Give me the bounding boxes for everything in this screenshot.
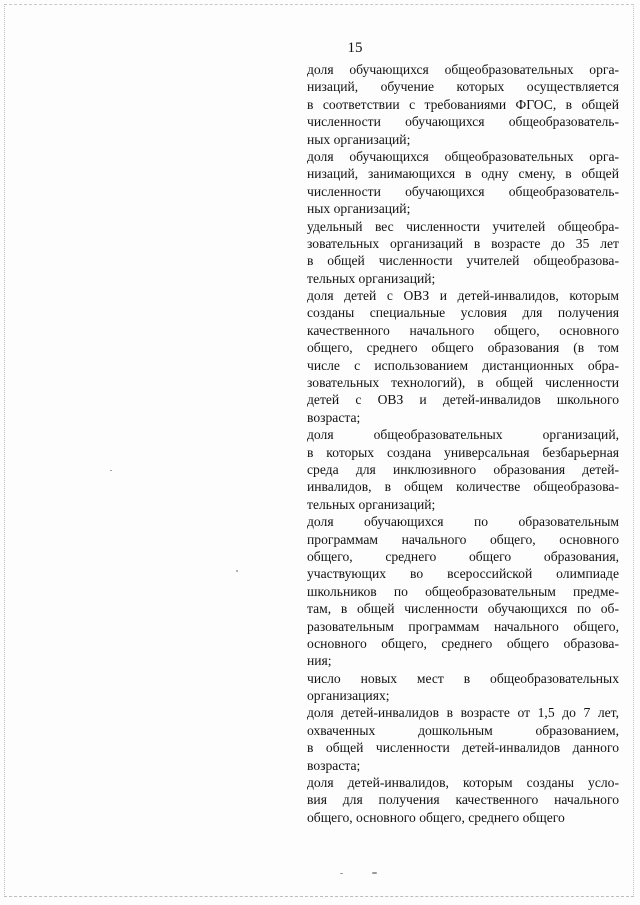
paragraph xyxy=(307,148,619,218)
text-line: тельных организаций; xyxy=(307,270,436,286)
text-line: возраста; xyxy=(307,409,361,425)
scan-speck xyxy=(372,872,377,874)
scan-border-bottom xyxy=(4,896,634,897)
text-line: созданы специальные условия для получения xyxy=(307,305,619,321)
text-line: доля обучающихся общеобразовательных орга- xyxy=(307,62,619,77)
paragraph xyxy=(307,426,619,513)
text-line: численности обучающихся общеобразователь- xyxy=(307,114,619,130)
text-line: в общей численности детей-инвалидов данного xyxy=(307,740,619,756)
text-line: доля детей-инвалидов, которым созданы усло- xyxy=(307,775,619,791)
text-line: зовательных организаций в возрасте до 35 лет xyxy=(307,235,619,251)
text-line: низаций, обучение которых осуществляется xyxy=(307,79,619,95)
text-line: ния; xyxy=(307,653,332,669)
text-line: в общей численности учителей общеобразова- xyxy=(307,253,619,269)
text-line: удельный вес численности учителей общеобра- xyxy=(307,218,619,234)
text-line: в которых создана универсальная безбарьерная xyxy=(307,444,619,460)
text-line: возраста; xyxy=(307,757,361,773)
scan-speck xyxy=(110,470,112,471)
text-line: доля общеобразовательных организаций, xyxy=(307,427,619,443)
text-line: инвалидов, в общем количестве общеобразова- xyxy=(307,479,619,495)
document-body xyxy=(307,61,619,826)
text-line: общего, среднего общего образования (в том xyxy=(307,340,619,356)
scan-speck xyxy=(340,873,343,874)
text-line: низаций, занимающихся в одну смену, в общей xyxy=(307,166,619,182)
text-line: зовательных технологий), в общей численности xyxy=(307,375,619,391)
text-line: качественного начального общего, основного xyxy=(307,322,619,338)
scan-border-right xyxy=(633,4,634,897)
text-line: доля детей-инвалидов в возрасте от 1,5 до 7 лет, xyxy=(307,705,619,721)
text-line: доля обучающихся общеобразовательных орга- xyxy=(307,148,619,164)
text-line: организациях; xyxy=(307,688,390,704)
text-line: вия для получения качественного начального xyxy=(307,792,619,808)
paragraph xyxy=(307,774,619,826)
text-line: разовательным программам начального общего, xyxy=(307,618,619,634)
paragraph xyxy=(307,287,619,426)
text-line: число новых мест в общеобразовательных xyxy=(307,670,619,686)
text-line: охваченных дошкольным образованием, xyxy=(307,722,619,738)
paragraph xyxy=(307,513,619,670)
paragraph xyxy=(307,670,619,705)
text-line: доля детей с ОВЗ и детей-инвалидов, которым xyxy=(307,288,619,304)
paragraph xyxy=(307,704,619,774)
text-line: доля обучающихся по образовательным xyxy=(307,514,619,530)
page-number: 15 xyxy=(347,40,363,56)
text-line: среда для инклюзивного образования детей- xyxy=(307,461,619,477)
text-line: школьников по общеобразовательным предме- xyxy=(307,583,619,599)
scan-border-top xyxy=(4,4,634,5)
scan-border-left xyxy=(4,4,5,897)
text-line: детей с ОВЗ и детей-инвалидов школьного xyxy=(307,392,619,408)
text-line: числе с использованием дистанционных обра- xyxy=(307,357,619,373)
paragraph xyxy=(307,218,619,288)
scan-speck xyxy=(236,570,238,572)
text-line: общего, среднего общего образования, xyxy=(307,548,619,564)
text-line: ных организаций; xyxy=(307,201,411,217)
text-line: ных организаций; xyxy=(307,131,411,147)
text-line: основного общего, среднего общего образова- xyxy=(307,635,619,651)
text-line: численности обучающихся общеобразователь- xyxy=(307,183,619,199)
text-line: в соответствии с требованиями ФГОС, в общей xyxy=(307,96,619,112)
paragraph xyxy=(307,61,619,148)
text-line: там, в общей численности обучающихся по об- xyxy=(307,601,619,617)
text-line: участвующих во всероссийской олимпиаде xyxy=(307,566,619,582)
text-line: общего, основного общего, среднего общего xyxy=(307,809,565,825)
text-line: тельных организаций; xyxy=(307,496,436,512)
text-line: программам начального общего, основного xyxy=(307,531,619,547)
